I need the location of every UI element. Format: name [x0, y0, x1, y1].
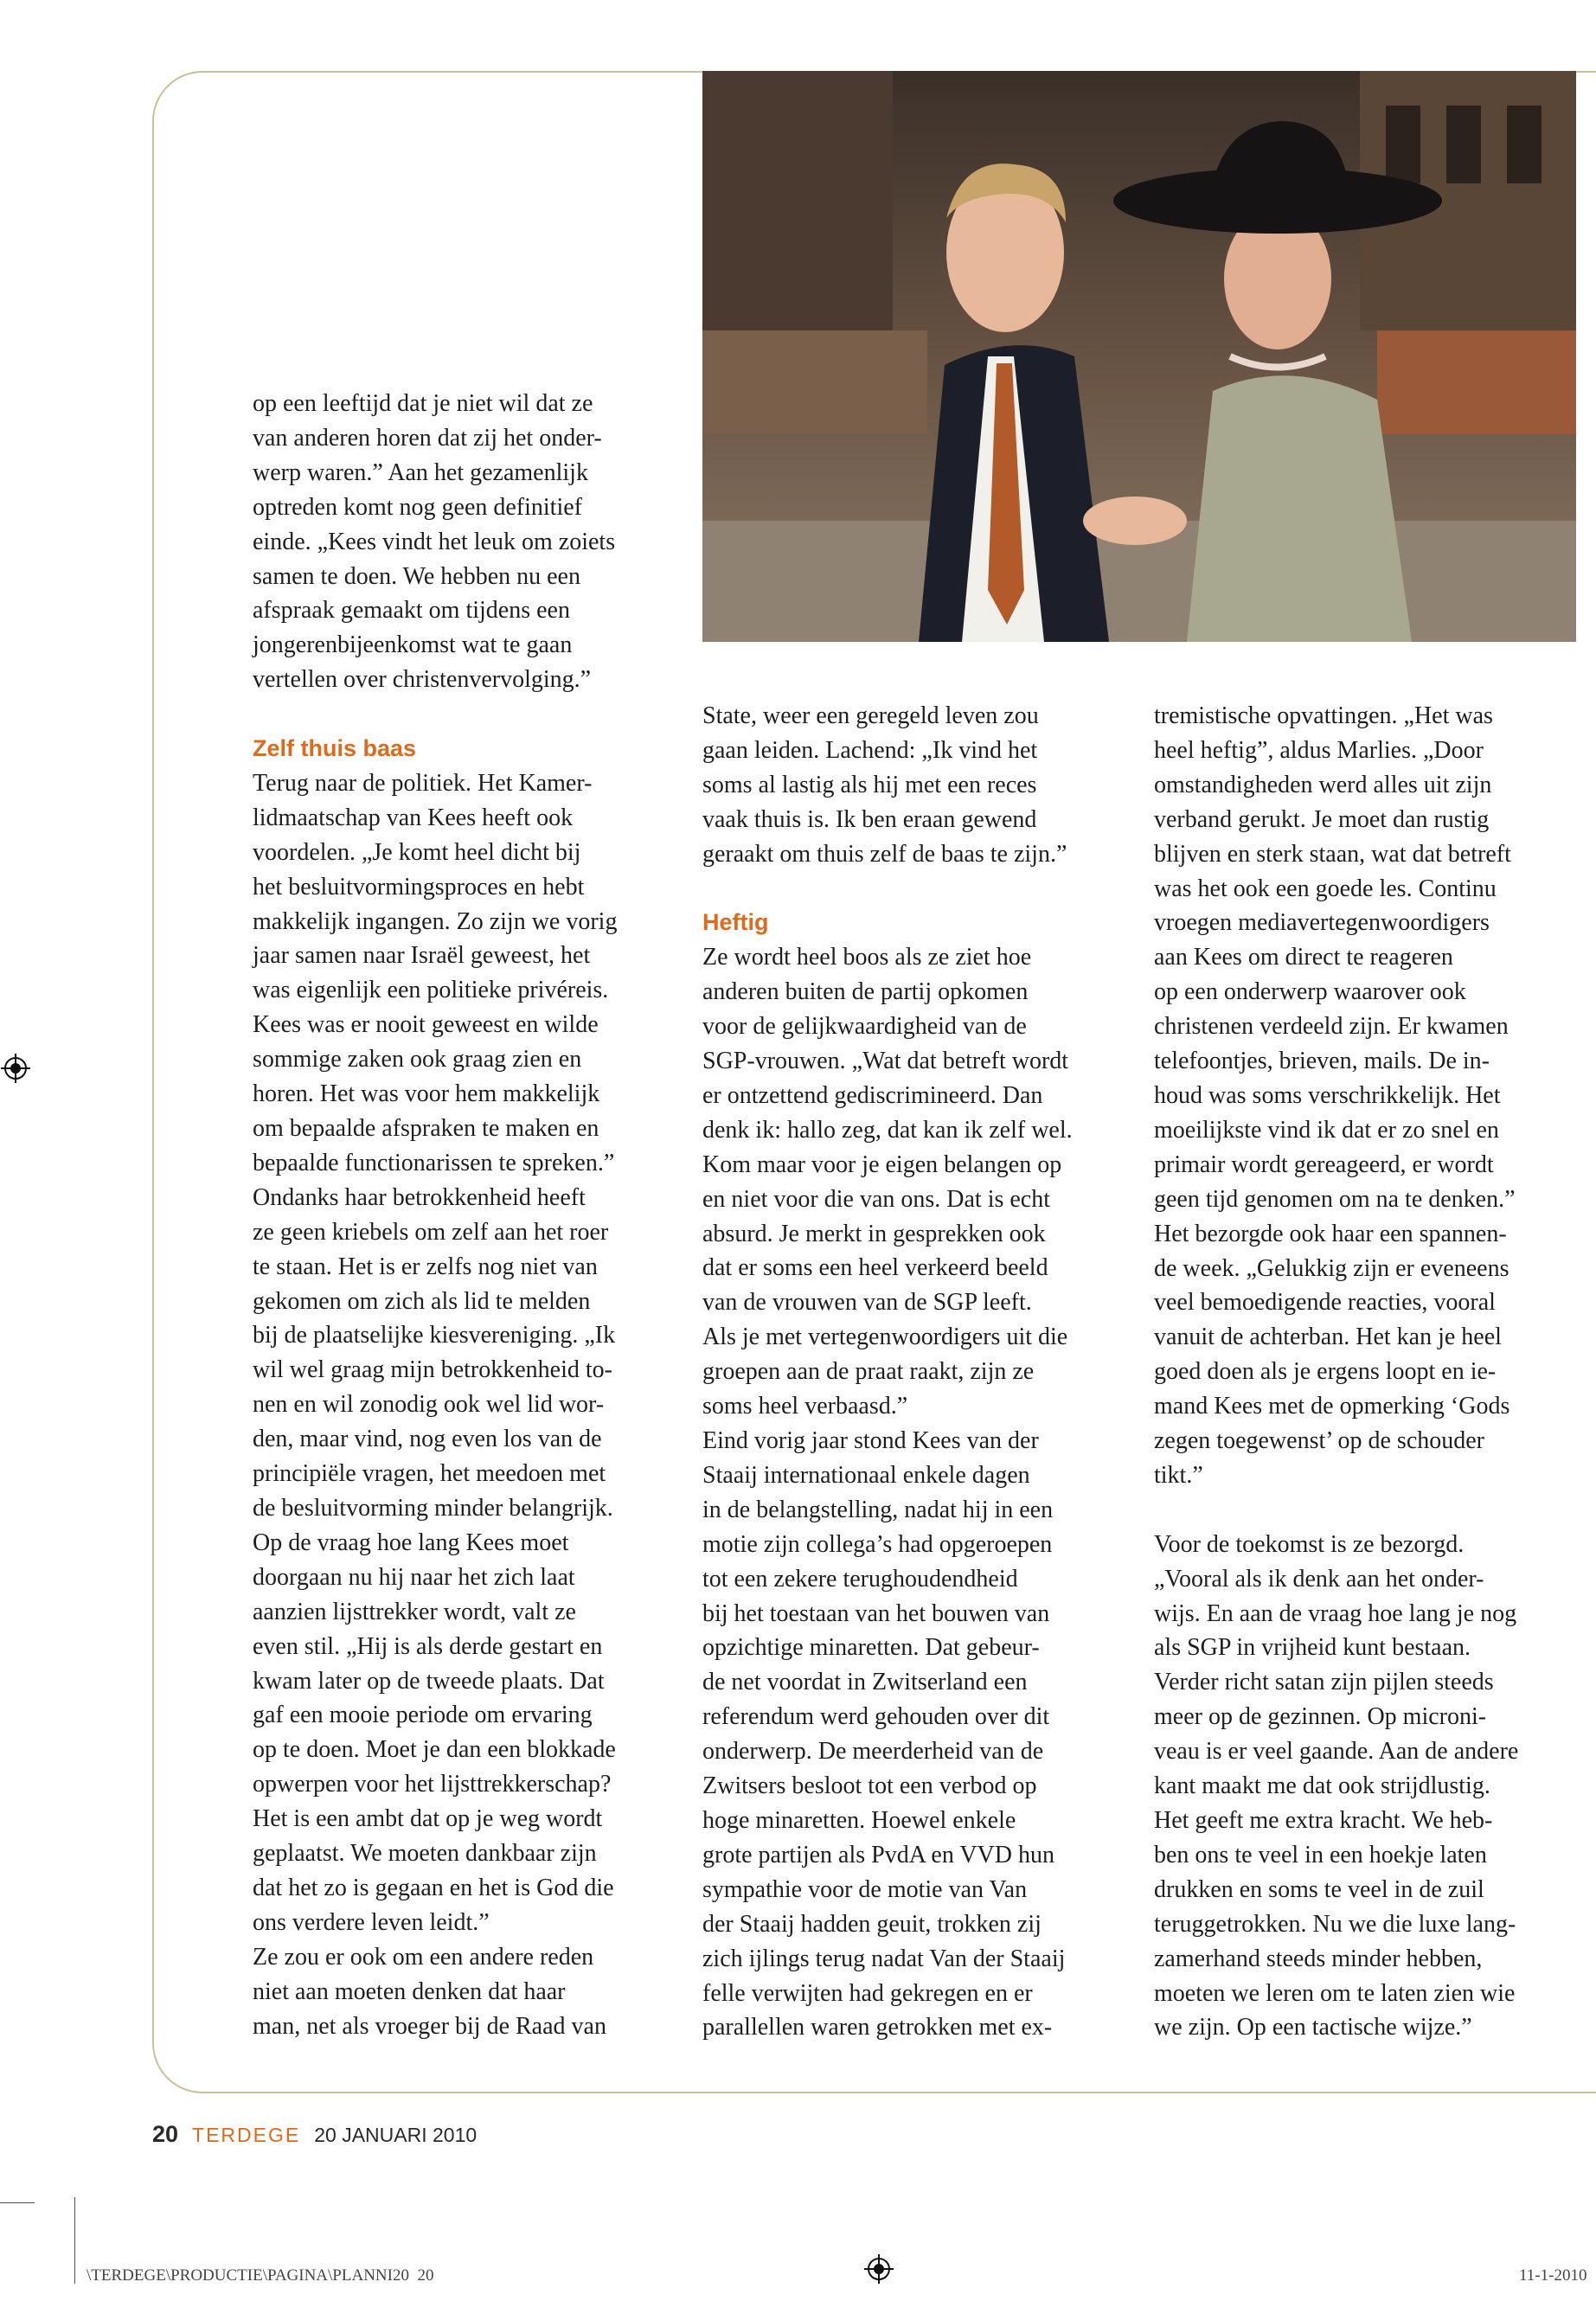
- text-line: Zwitsers besloot tot een verbod op: [702, 1772, 1037, 1800]
- text-line: wijs. En aan de vraag hoe lang je nog: [1154, 1599, 1517, 1627]
- text-line: heel heftig”, aldus Marlies. „Door: [1154, 736, 1484, 764]
- registration-mark-icon: [1, 1054, 30, 1083]
- text-line: jaar samen naar Israël geweest, het: [253, 942, 591, 970]
- text-line: er ontzettend gediscrimineerd. Dan: [702, 1081, 1043, 1109]
- text-line: afspraak gemaakt om tijdens een: [253, 597, 570, 625]
- text-line: Ze wordt heel boos als ze ziet hoe: [702, 944, 1032, 971]
- text-line: christenen verdeeld zijn. Er kwamen: [1154, 1013, 1509, 1041]
- text-line: Het bezorgde ook haar een spannen-: [1154, 1220, 1507, 1247]
- text-line: Op de vraag hoe lang Kees moet: [253, 1529, 569, 1556]
- text-line: doorgaan nu hij naar het zich laat: [253, 1563, 575, 1591]
- text-line: en niet voor die van ons. Dat is echt: [702, 1185, 1051, 1213]
- text-line: optreden komt nog geen definitief: [253, 493, 582, 521]
- paragraph-1: [1154, 699, 1586, 1493]
- text-line: Kees was er nooit geweest en wilde: [253, 1011, 599, 1039]
- text-line: zich ijlings terug nadat Van der Staaij: [702, 1945, 1066, 1972]
- paragraph-1: [253, 387, 685, 697]
- text-line: sympathie voor de motie van Van: [702, 1875, 1028, 1903]
- text-line: vroegen mediavertegenwoordigers: [1154, 909, 1490, 937]
- text-line: veau is er veel gaande. Aan de andere: [1154, 1738, 1519, 1766]
- text-line: dat het zo is gegaan en het is God die: [253, 1874, 614, 1901]
- text-line: de net voordat in Zwitserland een: [702, 1669, 1028, 1696]
- text-line: in de belangstelling, nadat hij in een: [702, 1496, 1054, 1523]
- text-line: de week. „Gelukkig zijn er eveneens: [1154, 1254, 1509, 1282]
- text-line: mand Kees met de opmerking ‘Gods: [1154, 1393, 1510, 1420]
- paragraph-1: [702, 699, 1135, 872]
- text-line: groepen aan de praat raakt, zijn ze: [702, 1358, 1035, 1386]
- text-line: dat er soms een heel verkeerd beeld: [702, 1254, 1048, 1282]
- text-line: tot een zekere terughoudendheid: [702, 1565, 1018, 1593]
- text-line: omstandigheden werd alles uit zijn: [1154, 771, 1492, 798]
- crop-line: [0, 2202, 35, 2203]
- subheading-zelf-thuis-baas: Zelf thuis baas: [253, 735, 417, 762]
- text-line: soms al lastig als hij met een reces: [702, 771, 1037, 798]
- text-line: houd was soms verschrikkelijk. Het: [1154, 1081, 1501, 1109]
- text-line: telefoontjes, brieven, mails. De in-: [1154, 1048, 1490, 1075]
- text-line: ons verdere leven leidt.”: [253, 1908, 490, 1936]
- text-line: zamerhand steeds minder hebben,: [1154, 1945, 1483, 1972]
- text-line: blijven en sterk staan, wat dat betreft: [1154, 840, 1511, 868]
- text-line: Eind vorig jaar stond Kees van der: [702, 1427, 1039, 1455]
- text-line: nen en wil zonodig ook wel lid wor-: [253, 1391, 605, 1419]
- text-line: even stil. „Hij is als derde gestart en: [253, 1632, 603, 1660]
- crop-line: [74, 2197, 75, 2284]
- text-line: moeten we leren om te laten zien wie: [1154, 1979, 1516, 2007]
- slug-path: \TERDEGE\PRODUCTIE\PAGINA\PLANNI20 20: [87, 2266, 434, 2285]
- text-line: „Vooral als ik denk aan het onder-: [1154, 1565, 1484, 1593]
- text-line: Het geeft me extra kracht. We heb-: [1154, 1806, 1493, 1834]
- text-line: het besluitvormingsproces en hebt: [253, 873, 585, 901]
- text-line: Het is een ambt dat op je weg wordt: [253, 1805, 603, 1833]
- text-line: gaf een mooie periode om ervaring: [253, 1702, 593, 1729]
- text-line: absurd. Je merkt in gesprekken ook: [702, 1220, 1046, 1247]
- article-column-3: [1154, 699, 1586, 2045]
- text-line: opzichtige minaretten. Dat gebeur-: [702, 1634, 1040, 1662]
- text-line: kwam later op de tweede plaats. Dat: [253, 1667, 605, 1695]
- text-line: makkelijk ingangen. Zo zijn we vorig: [253, 907, 618, 935]
- text-line: motie zijn collega’s had opgeroepen: [702, 1530, 1053, 1558]
- text-line: tikt.”: [1154, 1461, 1203, 1489]
- text-line: tremistische opvattingen. „Het was: [1154, 702, 1493, 729]
- text-line: van anderen horen dat zij het onder-: [253, 424, 602, 452]
- text-line: we zijn. Op een tactische wijze.”: [1154, 2014, 1472, 2041]
- text-line: was eigenlijk een politieke privéreis.: [253, 977, 609, 1004]
- text-line: horen. Het was voor hem makkelijk: [253, 1080, 600, 1108]
- text-line: man, net als vroeger bij de Raad van: [253, 2012, 606, 2040]
- text-line: aanzien lijsttrekker wordt, valt ze: [253, 1598, 576, 1625]
- text-line: goed doen als je ergens loopt en ie-: [1154, 1358, 1497, 1386]
- paragraph-2: [702, 940, 1135, 2045]
- paragraph-2: [253, 766, 685, 2044]
- registration-mark-icon: [864, 2254, 894, 2284]
- text-line: gekomen om zich als lid te melden: [253, 1287, 591, 1315]
- slug-date: 11-1-2010: [1519, 2266, 1587, 2285]
- text-line: om bepaalde afspraken te maken en: [253, 1115, 599, 1143]
- text-line: geraakt om thuis zelf de baas te zijn.”: [702, 840, 1067, 868]
- subheading-heftig: Heftig: [702, 909, 769, 936]
- text-line: veel bemoedigende reacties, vooral: [1154, 1289, 1496, 1317]
- text-line: referendum werd gehouden over dit: [702, 1703, 1050, 1731]
- text-line: den, maar vind, nog even los van de: [253, 1426, 602, 1453]
- text-line: te staan. Het is er zelfs nog niet van: [253, 1253, 598, 1280]
- text-line: einde. „Kees vindt het leuk om zoiets: [253, 528, 616, 555]
- text-line: opwerpen voor het lijsttrekkerschap?: [253, 1771, 612, 1798]
- photo: [702, 71, 1576, 642]
- text-line: bij de plaatselijke kiesvereniging. „Ik: [253, 1322, 616, 1349]
- text-line: aan Kees om direct te reageren: [1154, 944, 1453, 971]
- text-line: gaan leiden. Lachend: „Ik vind het: [702, 736, 1038, 764]
- text-line: soms heel verbaasd.”: [702, 1393, 908, 1420]
- text-line: Ondanks haar betrokkenheid heeft: [253, 1183, 586, 1211]
- text-line: kant maakt me dat ook strijdlustig.: [1154, 1772, 1490, 1800]
- text-line: denk ik: hallo zeg, dat kan ik zelf wel.: [702, 1116, 1073, 1144]
- paragraph-2: [1154, 1528, 1586, 2046]
- text-line: was het ook een goede les. Continu: [1154, 875, 1497, 902]
- text-line: ze geen kriebels om zelf aan het roer: [253, 1218, 609, 1246]
- text-line: jongerenbijeenkomst wat te gaan: [253, 631, 573, 659]
- article-column-2: [702, 699, 1135, 2045]
- text-line: samen te doen. We hebben nu een: [253, 562, 580, 590]
- text-line: van de vrouwen van de SGP leeft.: [702, 1289, 1032, 1317]
- text-line: grote partijen als PvdA en VVD hun: [702, 1841, 1054, 1868]
- text-line: voordelen. „Je komt heel dicht bij: [253, 838, 581, 866]
- text-line: onderwerp. De meerderheid van de: [702, 1738, 1044, 1766]
- magazine-name: TERDEGE: [192, 2124, 301, 2146]
- text-line: voor de gelijkwaardigheid van de: [702, 1013, 1027, 1041]
- text-line: Kom maar voor je eigen belangen op: [702, 1150, 1062, 1178]
- text-line: primair wordt gereageerd, er wordt: [1154, 1150, 1494, 1178]
- text-line: Terug naar de politiek. Het Kamer-: [253, 769, 593, 797]
- text-line: werp waren.” Aan het gezamenlijk: [253, 458, 588, 486]
- page-number: 20: [152, 2121, 179, 2147]
- page-footer: [152, 2121, 477, 2156]
- text-line: der Staaij hadden geuit, trokken zij: [702, 1910, 1042, 1938]
- text-line: principiële vragen, het meedoen met: [253, 1460, 606, 1488]
- text-line: bepaalde functionarissen te spreken.”: [253, 1149, 615, 1176]
- text-line: drukken en soms te veel in de zuil: [1154, 1875, 1484, 1903]
- text-line: vanuit de achterban. Het kan je heel: [1154, 1324, 1502, 1351]
- text-line: als SGP in vrijheid kunt bestaan.: [1154, 1634, 1471, 1662]
- article-column-1: [253, 387, 685, 2043]
- text-line: anderen buiten de partij opkomen: [702, 978, 1029, 1006]
- text-line: SGP-vrouwen. „Wat dat betreft wordt: [702, 1048, 1069, 1075]
- text-line: vaak thuis is. Ik ben eraan gewend: [702, 805, 1037, 833]
- text-line: Verder richt satan zijn pijlen steeds: [1154, 1669, 1494, 1696]
- text-line: Staaij internationaal enkele dagen: [702, 1461, 1030, 1489]
- text-line: op te doen. Moet je dan een blokkade: [253, 1736, 616, 1764]
- text-line: geen tijd genomen om na te denken.”: [1154, 1185, 1516, 1213]
- text-line: verband gerukt. Je moet dan rustig: [1154, 805, 1490, 833]
- text-line: sommige zaken ook graag zien en: [253, 1046, 582, 1074]
- text-line: vertellen over christenvervolging.”: [253, 666, 592, 694]
- text-line: ben ons te veel in een hoekje laten: [1154, 1841, 1487, 1868]
- photo-couple-icon: [702, 71, 1576, 642]
- text-line: felle verwijten had gekregen en er: [702, 1979, 1033, 2007]
- text-line: op een onderwerp waarover ook: [1154, 978, 1466, 1006]
- text-line: lidmaatschap van Kees heeft ook: [253, 804, 574, 831]
- text-line: Ze zou er ook om een andere reden: [253, 1943, 594, 1971]
- text-line: op een leeftijd dat je niet wil dat ze: [253, 390, 593, 417]
- text-line: de besluitvorming minder belangrijk.: [253, 1494, 613, 1522]
- text-line: bij het toestaan van het bouwen van: [702, 1599, 1050, 1627]
- text-line: parallellen waren getrokken met ex-: [702, 2014, 1053, 2041]
- text-line: niet aan moeten denken dat haar: [253, 1977, 566, 2005]
- text-line: teruggetrokken. Nu we die luxe lang-: [1154, 1910, 1516, 1938]
- text-line: meer op de gezinnen. Op microni-: [1154, 1703, 1487, 1731]
- text-line: zegen toegewenst’ op de schouder: [1154, 1427, 1484, 1455]
- text-line: Als je met vertegenwoordigers uit die: [702, 1324, 1068, 1351]
- text-line: geplaatst. We moeten dankbaar zijn: [253, 1840, 597, 1868]
- text-line: moeilijkste vind ik dat er zo snel en: [1154, 1116, 1499, 1144]
- text-line: wil wel graag mijn betrokkenheid to-: [253, 1356, 612, 1384]
- text-line: State, weer een geregeld leven zou: [702, 702, 1039, 729]
- text-line: hoge minaretten. Hoewel enkele: [702, 1806, 1016, 1834]
- text-line: Voor de toekomst is ze bezorgd.: [1154, 1530, 1465, 1558]
- issue-date: 20 JANUARI 2010: [314, 2124, 478, 2146]
